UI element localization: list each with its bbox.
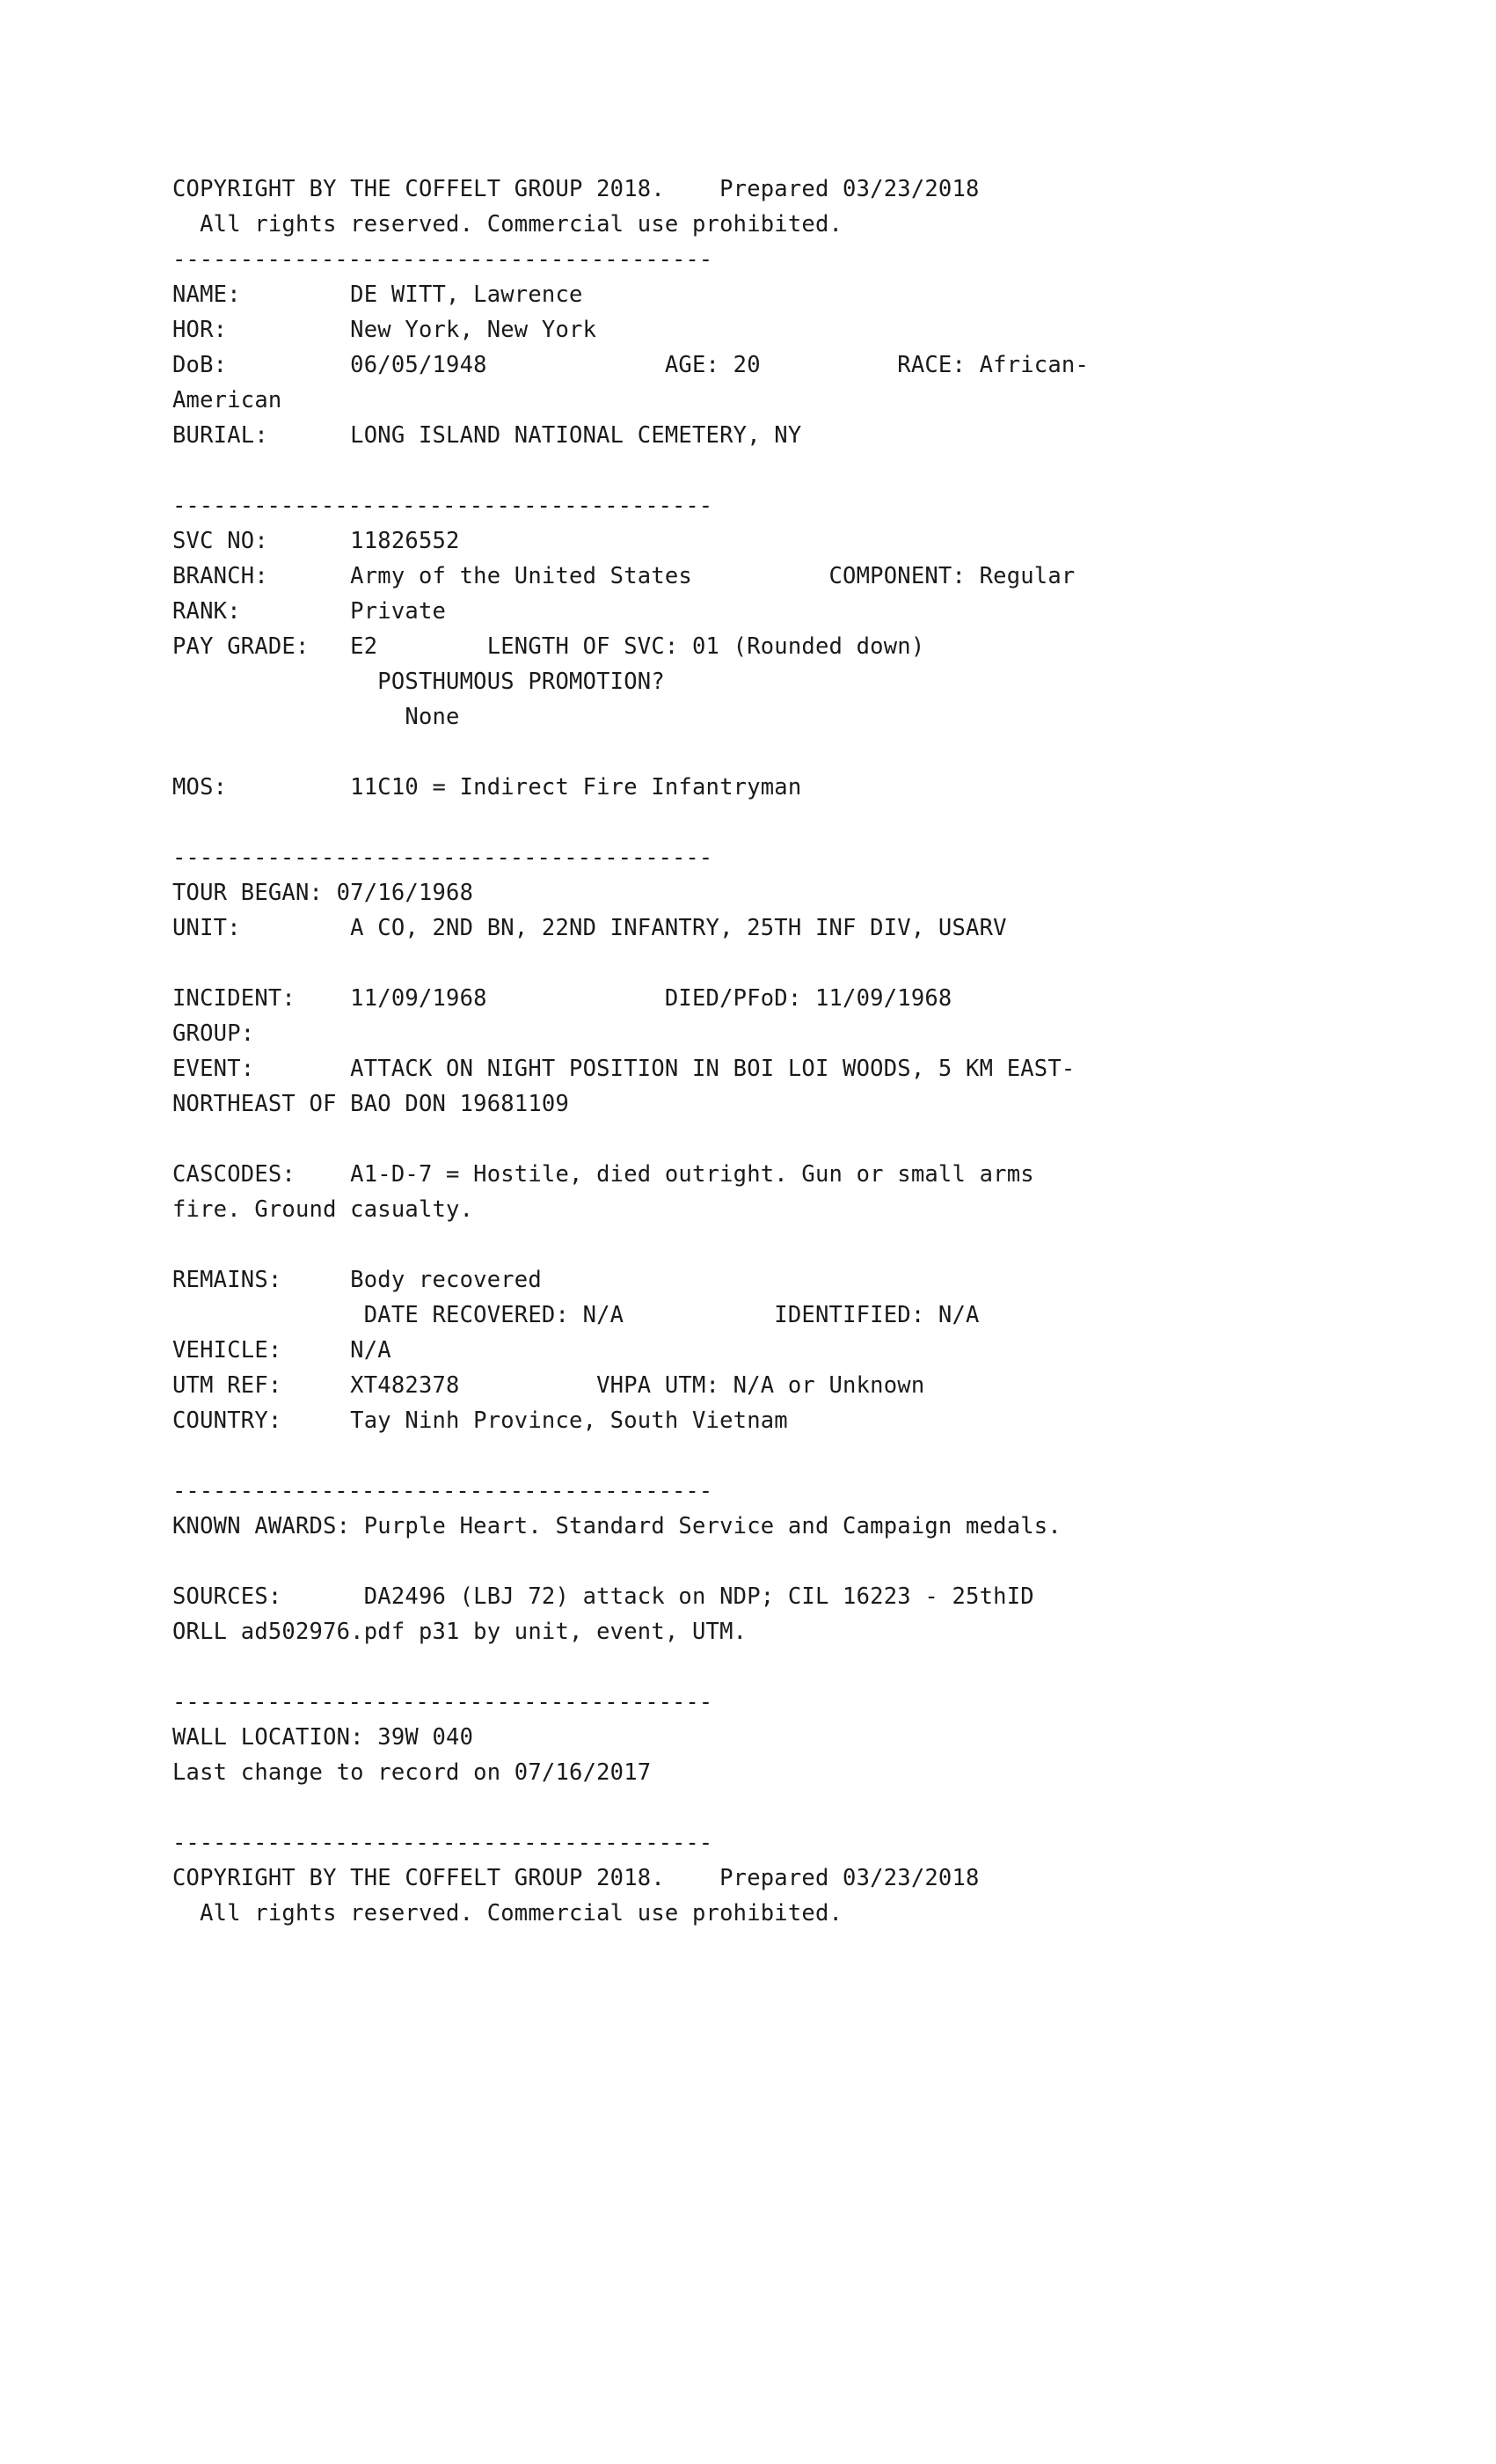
record-line: RANK: Private bbox=[172, 598, 447, 625]
divider-line: ---------------------------------------- bbox=[172, 1830, 713, 1856]
record-line: NAME: DE WITT, Lawrence bbox=[172, 281, 583, 308]
record-line: Last change to record on 07/16/2017 bbox=[172, 1759, 652, 1786]
record-line: NORTHEAST OF BAO DON 19681109 bbox=[172, 1091, 570, 1117]
blank-line bbox=[172, 1438, 1360, 1473]
record-line: ORLL ad502976.pdf p31 by unit, event, UTM. bbox=[172, 1619, 748, 1645]
blank-line bbox=[172, 453, 1360, 488]
record-line: COUNTRY: Tay Ninh Province, South Vietnam bbox=[172, 1407, 788, 1434]
record-line: DATE RECOVERED: N/A IDENTIFIED: N/A bbox=[172, 1302, 980, 1328]
record-line: fire. Ground casualty. bbox=[172, 1196, 474, 1223]
blank-line bbox=[172, 735, 1360, 770]
record-line: None bbox=[172, 704, 460, 730]
blank-line bbox=[172, 1649, 1360, 1685]
record-line: GROUP: bbox=[172, 1020, 255, 1047]
divider-line: ---------------------------------------- bbox=[172, 493, 713, 519]
divider-line: ---------------------------------------- bbox=[172, 246, 713, 273]
record-line: SOURCES: DA2496 (LBJ 72) attack on NDP; CIL 16223 - 25thID bbox=[172, 1583, 1034, 1610]
record-line: VEHICLE: N/A bbox=[172, 1337, 391, 1364]
record-line: All rights reserved. Commercial use prohibited. bbox=[172, 211, 843, 238]
record-line: BURIAL: LONG ISLAND NATIONAL CEMETERY, NY bbox=[172, 422, 802, 449]
record-line: KNOWN AWARDS: Purple Heart. Standard Service and Campaign medals. bbox=[172, 1513, 1062, 1539]
record-line: INCIDENT: 11/09/1968 DIED/PFoD: 11/09/1968 bbox=[172, 985, 952, 1012]
record-line: TOUR BEGAN: 07/16/1968 bbox=[172, 880, 474, 906]
divider-line: ---------------------------------------- bbox=[172, 1689, 713, 1715]
casualty-record-text bbox=[172, 172, 1360, 1931]
record-line: UTM REF: XT482378 VHPA UTM: N/A or Unknown bbox=[172, 1372, 925, 1399]
record-line: COPYRIGHT BY THE COFFELT GROUP 2018. Prepared 03/23/2018 bbox=[172, 176, 980, 202]
record-line: DoB: 06/05/1948 AGE: 20 RACE: African- bbox=[172, 352, 1090, 378]
record-line: UNIT: A CO, 2ND BN, 22ND INFANTRY, 25TH INF DIV, USARV bbox=[172, 915, 1007, 941]
record-line: PAY GRADE: E2 LENGTH OF SVC: 01 (Rounded down) bbox=[172, 633, 925, 660]
record-line: COPYRIGHT BY THE COFFELT GROUP 2018. Prepared 03/23/2018 bbox=[172, 1865, 980, 1891]
record-line: All rights reserved. Commercial use prohibited. bbox=[172, 1900, 843, 1927]
divider-line: ---------------------------------------- bbox=[172, 844, 713, 871]
record-line: EVENT: ATTACK ON NIGHT POSITION IN BOI LOI WOODS, 5 KM EAST- bbox=[172, 1056, 1076, 1082]
divider-line: ---------------------------------------- bbox=[172, 1478, 713, 1504]
record-line: SVC NO: 11826552 bbox=[172, 528, 460, 554]
blank-line bbox=[172, 1122, 1360, 1157]
record-line: BRANCH: Army of the United States COMPONENT: Regular bbox=[172, 563, 1076, 589]
blank-line bbox=[172, 1227, 1360, 1262]
blank-line bbox=[172, 1544, 1360, 1579]
record-line: WALL LOCATION: 39W 040 bbox=[172, 1724, 474, 1751]
record-line: REMAINS: Body recovered bbox=[172, 1267, 542, 1293]
blank-line bbox=[172, 1790, 1360, 1825]
blank-line bbox=[172, 805, 1360, 840]
record-line: POSTHUMOUS PROMOTION? bbox=[172, 669, 665, 695]
record-line: CASCODES: A1-D-7 = Hostile, died outright. Gun or small arms bbox=[172, 1161, 1034, 1188]
blank-line bbox=[172, 946, 1360, 981]
record-line: HOR: New York, New York bbox=[172, 317, 597, 343]
record-line: MOS: 11C10 = Indirect Fire Infantryman bbox=[172, 774, 802, 801]
record-line: American bbox=[172, 387, 282, 413]
